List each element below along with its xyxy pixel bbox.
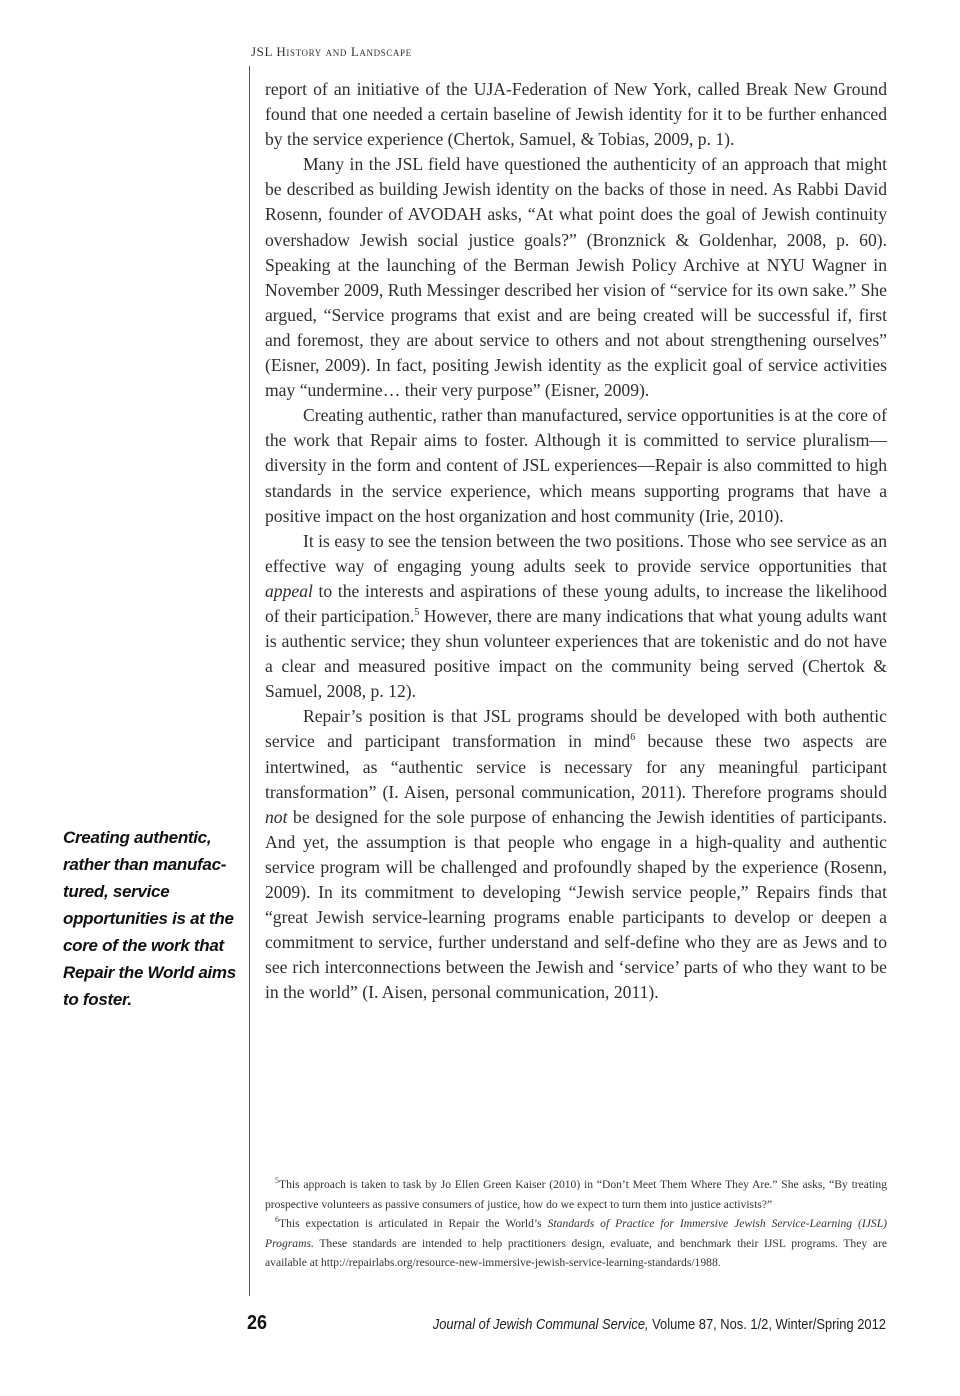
footnote-6: [265, 1214, 887, 1273]
paragraph-3: Creating authentic, rather than manufactured, service opportunities is at the core of the work that Repair aims to foster. Although it is committed to service pluralism—diversity in the form and content of JSL experiences—Repair is also committed to high standards in the service experience, which means supporting programs that have a positive impact on the host organization and host community (Irie, 2010).: [265, 405, 887, 526]
footnote-ref-5: 5: [414, 607, 420, 619]
paragraph-5: [265, 704, 887, 1005]
running-head: JSL History and Landscape: [251, 44, 412, 59]
paragraph-5-emphasis: not: [265, 806, 288, 827]
footnote-6-text-b: These standards are intended to help practitioners design, evaluate, and benchmark their IJSL programs. They are available at http://repairlabs.org/resource-new-immersive-jewish-service-learning-standards/1988.: [265, 1236, 887, 1269]
paragraph-4: [265, 529, 887, 705]
journal-footer: [433, 1316, 886, 1333]
footnote-5-number: 5: [275, 1176, 279, 1186]
journal-issue: Volume 87, Nos. 1/2, Winter/Spring 2012: [648, 1316, 886, 1333]
footnote-5: [265, 1175, 887, 1214]
journal-title: Journal of Jewish Communal Service,: [432, 1316, 649, 1333]
footnote-6-text-a: This expectation is articulated in Repair the World’s: [279, 1217, 548, 1230]
paragraph-5-text-c: be designed for the sole purpose of enhancing the Jewish identities of participants. And yet, the assumption is that people who engage in a high-quality and authentic service program will be challenged and profoundly shaped by the experience (Rosenn, 2009). In its commitment to developing “Jewish service people,” Repairs finds that “great Jewish service-learning programs enable participants to develop or deepen a commitment to service, further understand and self-define who they are as Jews and to see rich interconnections between the Jewish and ‘service’ parts of who they want to be in the world” (I. Aisen, personal communication, 2011).: [265, 806, 887, 1003]
paragraph-1: report of an initiative of the UJA-Federation of New York, called Break New Ground found that one needed a certain baseline of Jewish identity for it to be further enhanced by the service experience (Chertok, Samuel, & Tobias, 2009, p. 1).: [265, 79, 887, 150]
paragraph-4-emphasis: appeal: [265, 580, 313, 601]
paragraph-4-text-c: However, there are many indications that what young adults want is authentic service; they shun volunteer experiences that are tokenistic and do not have a clear and measured positive impact on the community being served (Chertok & Samuel, 2008, p. 12).: [265, 605, 887, 702]
paragraph-5-text-b: because these two aspects are intertwined, as “authentic service is necessary for any meaningful participant transformation” (I. Aisen, personal communication, 2011). Therefore programs should: [265, 731, 887, 802]
footnote-6-number: 6: [275, 1215, 279, 1225]
paragraph-4-text-a: It is easy to see the tension between the two positions. Those who see service as an effective way of engaging young adults seek to provide service opportunities that: [265, 530, 887, 576]
pull-quote: Creating authentic, rather than manufac-tured, service opportunities is at the core of the work that Repair the World aims to foster.: [63, 828, 236, 1009]
main-body-text: [265, 77, 887, 1005]
page-number: 26: [247, 1312, 268, 1334]
footnotes: [265, 1175, 887, 1273]
footnote-5-text: This approach is taken to task by Jo Ellen Green Kaiser (2010) in “Don’t Meet Them Where They Are.” She asks, “By treating prospective volunteers as passive consumers of justice, how do we expect to turn them into justice activists?”: [265, 1178, 887, 1211]
column-rule: [249, 66, 250, 1296]
paragraph-4-text-b: to the interests and aspirations of these young adults, to increase the likelihood of their participation.: [265, 580, 887, 626]
footnote-ref-6: 6: [630, 732, 636, 744]
paragraph-5-text-a: Repair’s position is that JSL programs should be developed with both authentic service and participant transformation in mind: [265, 706, 887, 752]
paragraph-2: Many in the JSL field have questioned the authenticity of an approach that might be described as building Jewish identity on the backs of those in need. As Rabbi David Rosenn, founder of AVODAH asks, “At what point does the goal of Jewish continuity overshadow Jewish social justice goals?” (Bronznick & Goldenhar, 2008, p. 60). Speaking at the launching of the Berman Jewish Policy Archive at NYU Wagner in November 2009, Ruth Messinger described her vision of “service for its own sake.” She argued, “Service programs that exist and are being created will be successful if, first and foremost, they are about service to others and not about strengthening ourselves” (Eisner, 2009). In fact, positing Jewish identity as the explicit goal of service activities may “undermine… their very purpose” (Eisner, 2009).: [265, 154, 887, 401]
footnote-6-title: Standards of Practice for Immersive Jewish Service-Learning (IJSL) Programs.: [265, 1217, 888, 1250]
